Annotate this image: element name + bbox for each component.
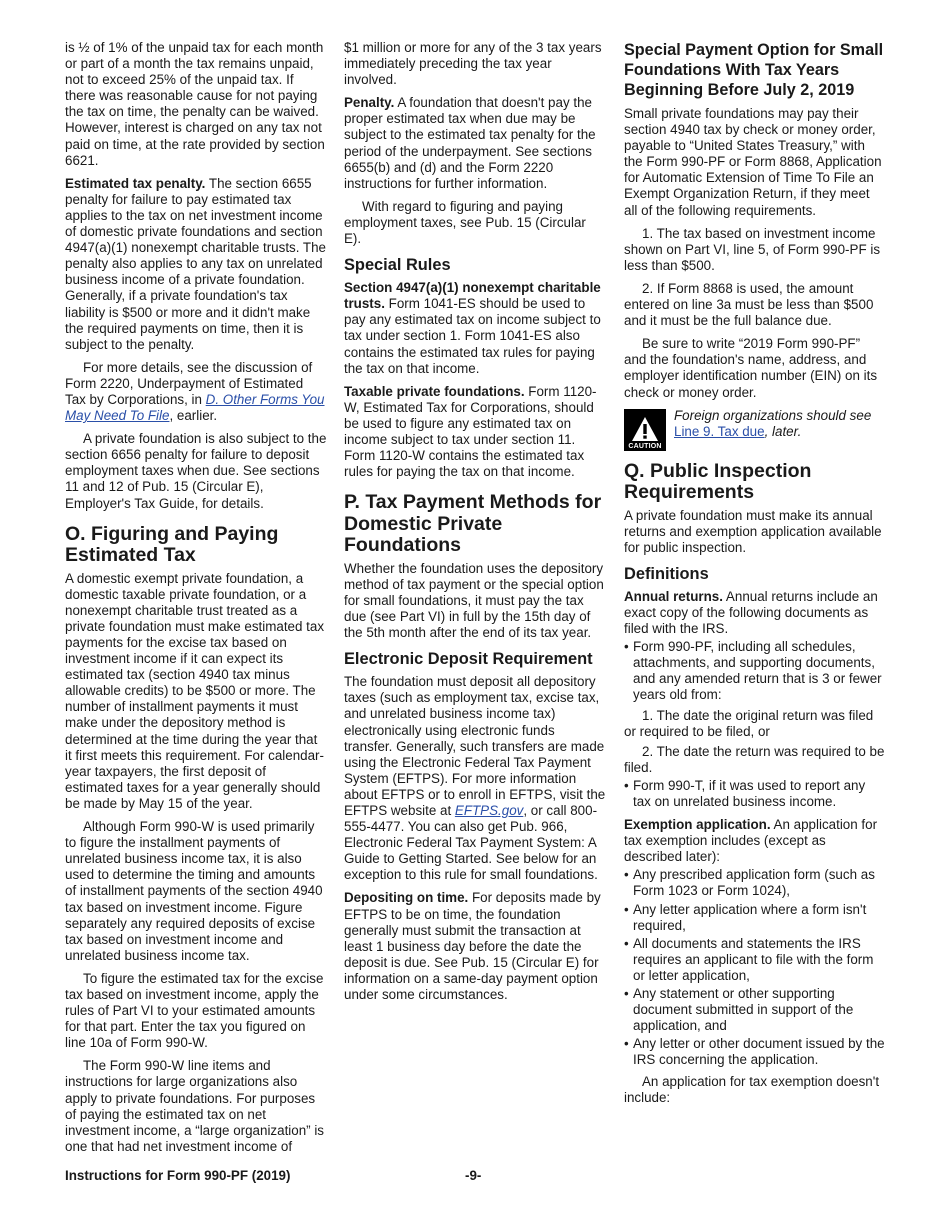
paragraph-text: A foundation that doesn't pay the proper estimated tax when due may be subject to the estimated tax penalty for the period of the underpayment. See sections 6655(b) and (d) and the Form 2220 instructions for further information. <box>344 95 596 191</box>
section-heading-q: Q. Public Inspection Requirements <box>624 459 812 504</box>
numbered-item-return-required: 2. The date the return was required to be filed. <box>624 743 885 775</box>
numbered-item-2: 2. If Form 8868 is used, the amount entered on line 3a must be less than $500 and it must be the full balance due. <box>624 280 874 329</box>
run-in-heading: Estimated tax penalty. <box>65 175 206 191</box>
paragraph-more-details <box>65 360 327 424</box>
paragraph-small-foundations: Small private foundations may pay their section 4940 tax by check or money order, payable to “United States Treasury,” with the Form 990-PF or Form 8868, Application for Automatic Extension of Time To File an Exempt Organization Return, if they meet all of the following requirements. <box>624 106 882 218</box>
caution-label: CAUTION <box>628 442 662 450</box>
run-in-heading: Taxable private foundations. <box>344 383 525 399</box>
paragraph-text: , earlier. <box>169 408 218 424</box>
run-in-heading: Penalty. <box>344 95 395 111</box>
paragraph-text: For deposits made by EFTPS to be on time, the foundation generally must submit the transaction at least 1 business day before the date the deposit is due. See Pub. 15 (Circular E) for information on a same-day payment option under some circumstances. <box>344 890 601 1002</box>
subsection-heading-special-payment: Special Payment Option for Small Foundations With Tax Years Beginning Before July 2, 2019 <box>624 41 884 99</box>
warning-triangle-icon <box>631 416 659 442</box>
bullet-item: • Any statement or other supporting document submitted in support of the application, and <box>624 986 886 1034</box>
caution-text-part: , later. <box>764 423 802 439</box>
link-line-9-tax-due[interactable]: Line 9. Tax due <box>674 423 765 439</box>
caution-text-part: Foreign organizations should see <box>674 407 872 423</box>
paragraph-estimated-payments: A domestic exempt private foundation, a domestic taxable private foundation, or a nonexempt charitable trust treated as a private foundation must make estimated tax payments for the excise tax based on investment income if it can expect its estimated tax (section 4940 tax minus allowable credits) to be $500 or more. The number of installment payments it must make under the depository method is determined at the time during the year that it first meets this requirement. For calendar-year taxpayers, the first deposit of estimated taxes for a year generally should be made by May 15 of the year. <box>65 570 325 811</box>
bullet-item: • Any letter application where a form isn't required, <box>624 902 886 934</box>
column-right <box>624 40 886 1113</box>
paragraph-text: An application for tax exemption includes (except as described later): <box>624 817 878 865</box>
paragraph-text: For more details, see the discussion of Form 2220, Underpayment of Estimated Tax by Corporations, in <box>65 359 313 407</box>
paragraph-estimated-tax-penalty <box>65 176 327 353</box>
paragraph-annual-returns <box>624 589 886 637</box>
run-in-heading: Section 4947(a)(1) nonexempt charitable trusts. <box>344 280 601 312</box>
link-eftps[interactable]: EFTPS.gov <box>454 802 524 818</box>
paragraph-public-inspection: A private foundation must make its annual returns and exemption application available for public inspection. <box>624 507 882 555</box>
paragraph-text: Form 1041-ES should be used to pay any estimated tax on income subject to tax under section 1. Form 1041-ES also contains the estimated tax rules for paying the tax on that income. <box>344 296 601 376</box>
paragraph-penalty <box>344 95 606 192</box>
section-heading-o: O. Figuring and Paying Estimated Tax <box>65 522 279 567</box>
paragraph-text: The foundation must deposit all depository taxes (such as employment tax, excise tax, and unrelated business income tax) electronically using electronic funds transfer. Generally, such transfers are made using the Electronic Federal Tax Payment System (EFTPS). For more information about EFTPS or to enroll in EFTPS, visit the EFTPS website at <box>344 674 606 818</box>
section-heading-p: P. Tax Payment Methods for Domestic Private Foundations <box>344 491 602 557</box>
paragraph-penalty-rate: is ½ of 1% of the unpaid tax for each month or part of a month the tax remains unpaid, not to exceed 25% of the unpaid tax. If there was reasonable cause for not paying the tax on time, the penalty can be waived. However, interest is charged on any tax not paid on time, at the rate provided by section 6621. <box>65 40 325 168</box>
caution-note <box>624 408 886 451</box>
paragraph-eftps <box>344 674 606 883</box>
bullet-item: • All documents and statements the IRS requires an applicant to file with the form or letter application, <box>624 936 886 984</box>
paragraph-large-organization: The Form 990-W line items and instructions for large organizations also apply to private foundations. For purposes of paying the estimated tax on net investment income, a “large organization” is one that had net investment income of <box>65 1058 325 1154</box>
paragraph-nonexempt-trusts <box>344 280 606 377</box>
paragraph-depositing-on-time <box>344 890 606 1003</box>
paragraph-continuation: $1 million or more for any of the 3 tax years immediately preceding the tax year involved. <box>344 40 602 88</box>
bullet-item: • Form 990-PF, including all schedules, attachments, and supporting documents, and any amended return that is 3 or fewer years old from: <box>624 639 886 703</box>
numbered-item-1: 1. The tax based on investment income shown on Part VI, line 5, of Form 990-PF is less than $500. <box>624 225 881 273</box>
run-in-heading: Exemption application. <box>624 817 771 833</box>
run-in-heading: Annual returns. <box>624 588 723 604</box>
paragraph-pay-tax-due: Whether the foundation uses the depository method of tax payment or the special option for small foundations, it must pay the tax due (see Part VI) in full by the 15th day of the 5th month after the end of its tax year. <box>344 560 604 641</box>
column-left <box>65 40 327 1162</box>
numbered-item-original-return: 1. The date the original return was filed or required to be filed, or <box>624 707 874 739</box>
paragraph-exemption-application <box>624 817 886 865</box>
paragraph-text: , or call 800-555-4477. You can also get Pub. 966, Electronic Federal Tax Payment System: A Guide to Getting Started. See below for an exception to this rule for small foundations. <box>344 802 598 883</box>
footer-page-number: -9- <box>465 1168 482 1183</box>
bullet-item: • Any letter or other document issued by the IRS concerning the application. <box>624 1036 886 1068</box>
paragraph-text: The section 6655 penalty for failure to pay estimated tax applies to the tax on net investment income of domestic private foundations and section 4947(a)(1) nonexempt charitable trusts. The penalty also applies to any tax on unrelated business income of a private foundation. Generally, if a private foundation's tax liability is $500 or more and it didn't make the required payments on time, then it is subject to the penalty. <box>65 175 327 352</box>
paragraph-text: Annual returns include an exact copy of the following documents as filed with the IRS. <box>624 588 878 637</box>
paragraph-figure-excise: To figure the estimated tax for the excise tax based on investment income, apply the rules of Part VI to your estimated amounts for that part. Enter the tax you figured on line 10a of Form 990-W. <box>65 970 324 1051</box>
subsection-heading-special-rules: Special Rules <box>344 256 451 275</box>
bullet-item: • Any prescribed application form (such as Form 1023 or Form 1024), <box>624 867 886 899</box>
bullet-item: • Form 990-T, if it was used to report any tax on unrelated business income. <box>624 778 886 810</box>
paragraph-does-not-include: An application for tax exemption doesn't include: <box>624 1073 880 1105</box>
subsection-heading-electronic-deposit: Electronic Deposit Requirement <box>344 650 593 669</box>
footer-form-title: Instructions for Form 990-PF (2019) <box>65 1168 291 1183</box>
column-middle <box>344 40 606 1010</box>
caution-icon <box>624 409 666 451</box>
run-in-heading: Depositing on time. <box>344 890 469 906</box>
subsection-heading-definitions: Definitions <box>624 564 709 583</box>
paragraph-form-990w: Although Form 990-W is used primarily to figure the installment payments of unrelated business income tax, it is also used to determine the timing and amounts of installment payments of the section 4940 tax based on investment income. Figure separately any required deposits of excise tax based on investment income and unrelated business income tax. <box>65 819 323 963</box>
paragraph-text: Form 1120-W, Estimated Tax for Corporations, should be used to figure any estimated tax on income subject to tax under section 11. Form 1120-W contains the estimated tax rules for paying the tax on that income. <box>344 383 597 480</box>
paragraph-write-on-check: Be sure to write “2019 Form 990-PF” and the foundation's name, address, and employer identification number (EIN) on its check or money order. <box>624 336 878 400</box>
caution-text <box>674 408 886 440</box>
paragraph-employment-taxes: With regard to figuring and paying employment taxes, see Pub. 15 (Circular E). <box>344 198 586 247</box>
paragraph-taxable-foundations <box>344 384 606 481</box>
link-other-forms[interactable]: D. Other Forms You May Need To File <box>65 391 325 424</box>
paragraph-6656-penalty: A private foundation is also subject to the section 6656 penalty for failure to deposit employment taxes when due. See sections 11 and 12 of Pub. 15 (Circular E), Employer's Tax Guide, for details. <box>65 431 327 511</box>
